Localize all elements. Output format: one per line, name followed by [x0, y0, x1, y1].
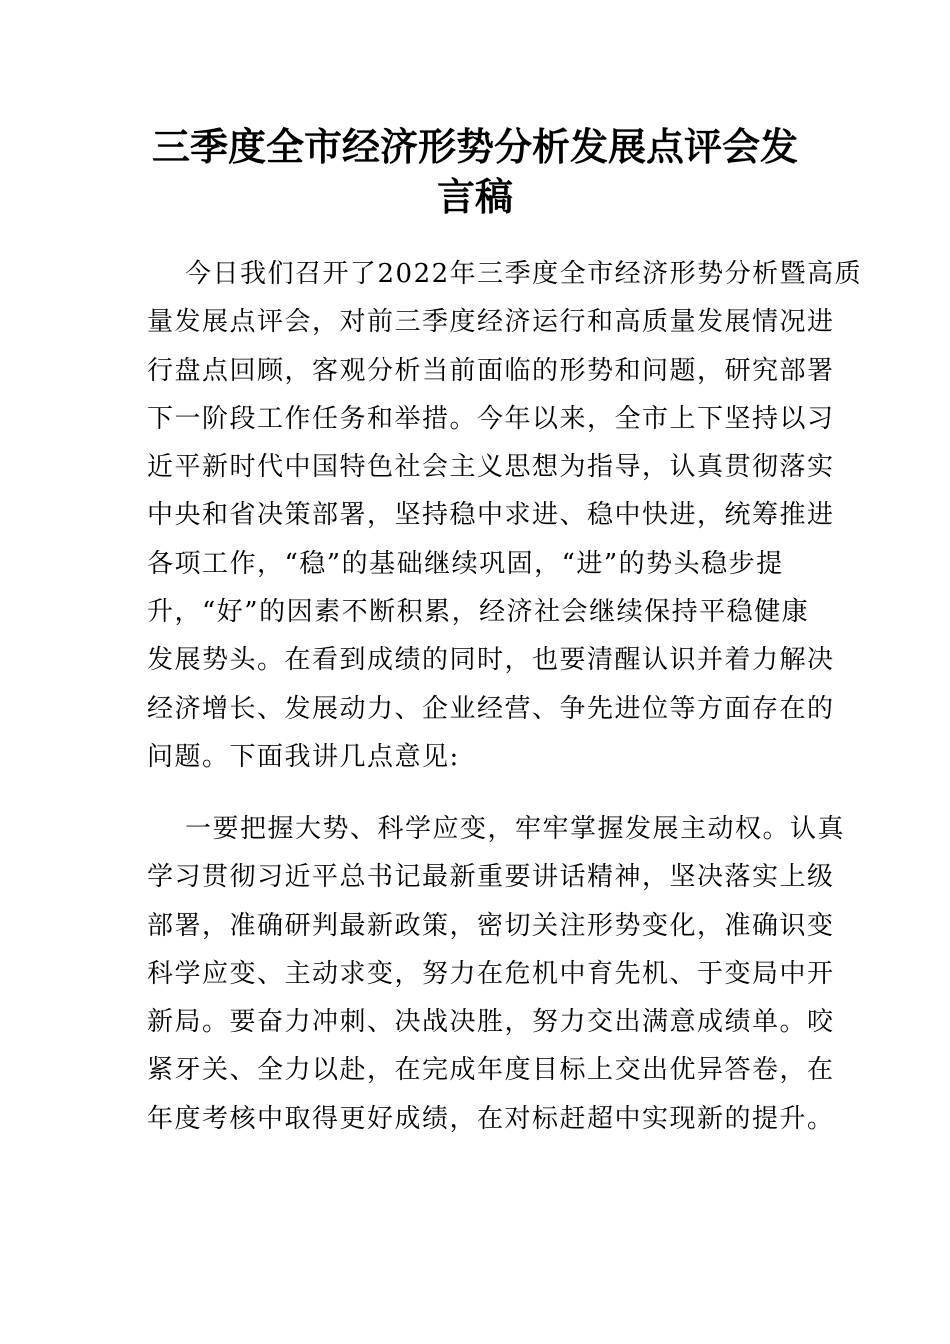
paragraph-1-line: 问题。下面我讲几点意见:	[147, 741, 460, 772]
paragraph-1-line: 发展势头。在看到成绩的同时，也要清醒认识并着力解决	[147, 645, 835, 676]
paragraph-1-line: 近平新时代中国特色社会主义思想为指导，认真贯彻落实	[147, 452, 835, 483]
paragraph-1-line: 行盘点回顾，客观分析当前面临的形势和问题，研究部署	[147, 355, 835, 386]
paragraph-2-line: 新局。要奋力冲刺、决战决胜，努力交出满意成绩单。咬	[147, 1007, 835, 1038]
paragraph-1-line: 升，“好”的因素不断积累，经济社会继续保持平稳健康	[147, 597, 810, 628]
document-title	[150, 122, 800, 222]
paragraph-2-line: 年度考核中取得更好成绩，在对标赶超中实现新的提升。	[147, 1103, 835, 1134]
paragraph-1-line: 量发展点评会，对前三季度经济运行和高质量发展情况进	[147, 307, 835, 338]
paragraph-2-line: 一要把握大势、科学应变，牢牢掌握发展主动权。认真	[185, 814, 846, 844]
paragraph-1-line: 中央和省决策部署，坚持稳中求进、稳中快进，统筹推进	[147, 500, 835, 531]
paragraph-1-line: 今日我们召开了2022年三季度全市经济形势分析暨高质	[185, 259, 863, 289]
paragraph-2-line: 科学应变、主动求变，努力在危机中育先机、于变局中开	[147, 958, 835, 989]
paragraph-1	[147, 250, 863, 781]
paragraph-2-line: 紧牙关、全力以赴，在完成年度目标上交出优异答卷，在	[147, 1055, 835, 1086]
paragraph-1-line: 经济增长、发展动力、企业经营、争先进位等方面存在的	[147, 693, 835, 724]
title-line-2: 言稿	[436, 174, 513, 219]
paragraph-2-line: 学习贯彻习近平总书记最新重要讲话精神，坚决落实上级	[147, 862, 835, 893]
title-line-1: 三季度全市经济形势分析发展点评会发	[151, 124, 798, 169]
paragraph-1-line: 下一阶段工作任务和举措。今年以来，全市上下坚持以习	[147, 403, 835, 434]
paragraph-2-line: 部署，准确研判最新政策，密切关注形势变化，准确识变	[147, 910, 835, 941]
paragraph-2	[147, 805, 846, 1143]
paragraph-1-line: 各项工作，“稳”的基础继续巩固，“进”的势头稳步提	[147, 548, 784, 579]
